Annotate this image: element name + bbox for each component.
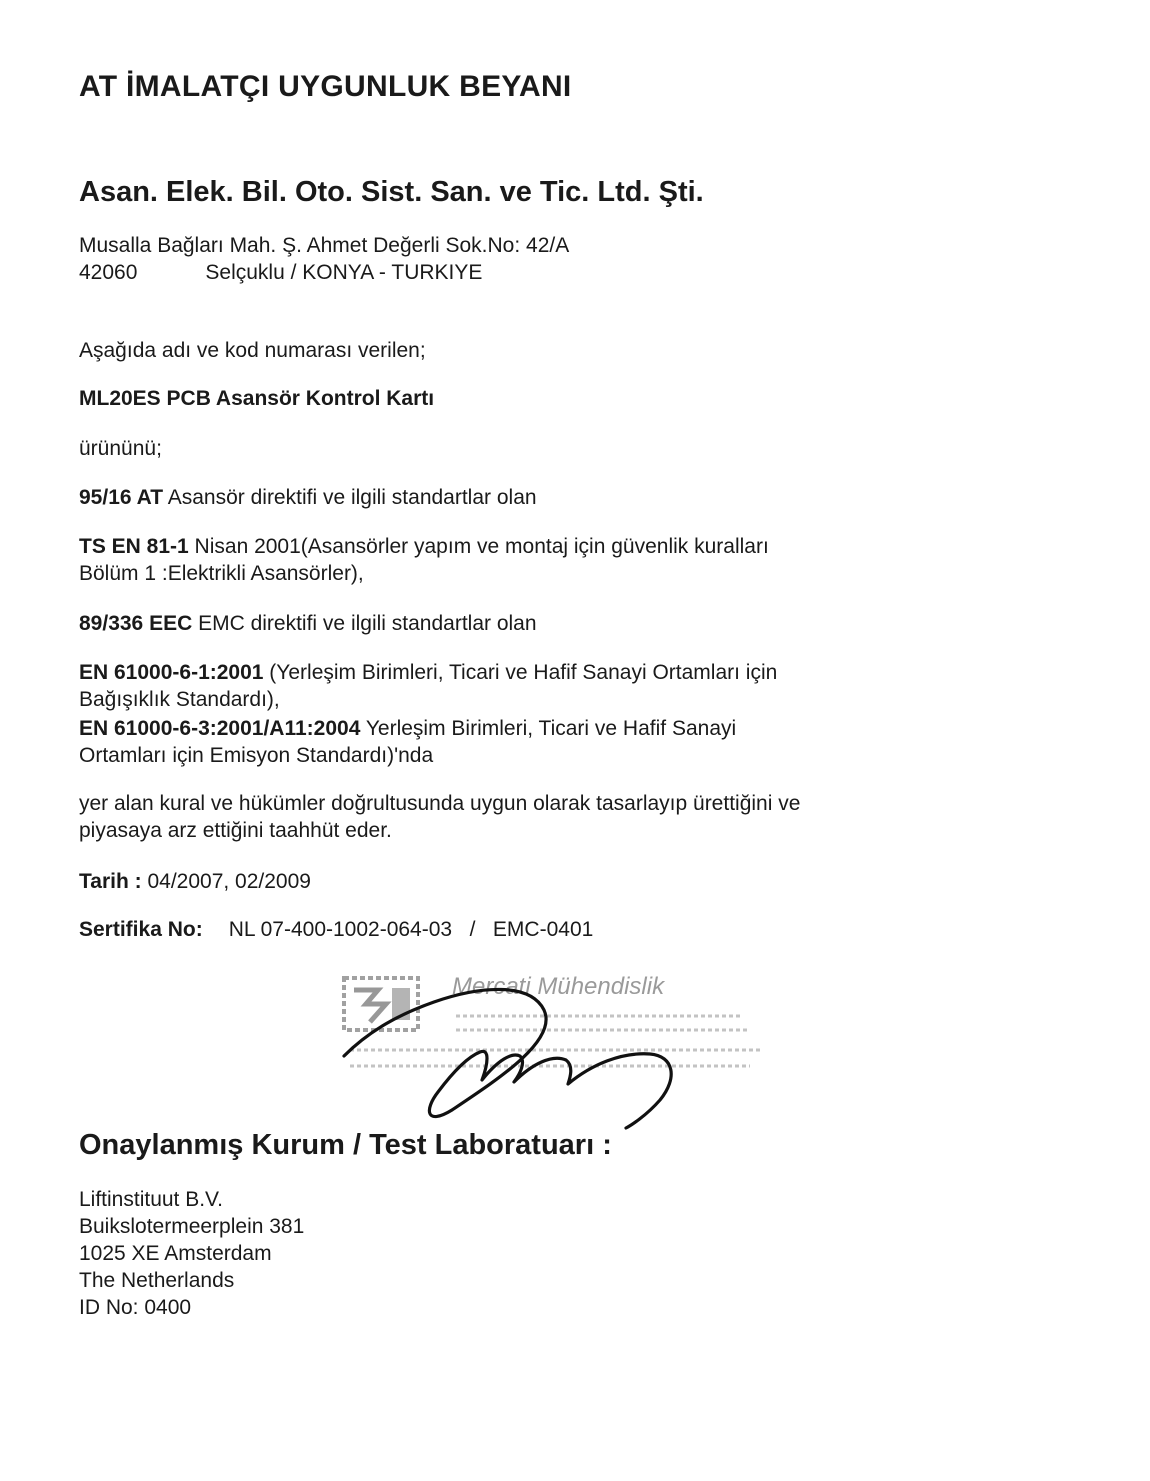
lab-id: ID No: 0400: [79, 1296, 192, 1319]
standard-text-cont: Ortamları için Emisyon Standardı)'nda: [79, 744, 434, 767]
closing-line1: yer alan kural ve hükümler doğrultusunda uygun olarak tasarlayıp ürettiğini ve: [79, 792, 801, 815]
intro-text: Aşağıda adı ve kod numarası verilen;: [79, 339, 426, 362]
standard-code: TS EN 81-1: [79, 535, 189, 558]
directive-text: EMC direktifi ve ilgili standartlar olan: [192, 612, 537, 635]
certificate-value: NL 07-400-1002-064-03 / EMC-0401: [228, 918, 594, 941]
product-suffix: ürününü;: [79, 437, 162, 460]
lab-name: Liftinstituut B.V.: [79, 1188, 223, 1211]
lab-city: 1025 XE Amsterdam: [79, 1242, 272, 1265]
company-name: Asan. Elek. Bil. Oto. Sist. San. ve Tic. Ltd. Şti.: [79, 176, 704, 208]
company-address-line1: Musalla Bağları Mah. Ş. Ahmet Değerli Sok.No: 42/A: [79, 234, 570, 257]
standard-text: (Yerleşim Birimleri, Ticari ve Hafif Sanayi Ortamları için: [263, 661, 778, 684]
certificate-label: Sertifika No:: [79, 918, 203, 941]
standard-en-61000-6-3: [79, 715, 736, 769]
product-name: ML20ES PCB Asansör Kontrol Kartı: [79, 387, 435, 410]
standard-ts-en-81-1: [79, 533, 769, 587]
stamp-logo-icon: [344, 978, 418, 1030]
standard-text: Yerleşim Birimleri, Ticari ve Hafif Sanayi: [360, 717, 737, 740]
standard-en-61000-6-1: [79, 659, 777, 713]
lab-street: Buikslotermeerplein 381: [79, 1215, 305, 1238]
closing-line2: piyasaya arz ettiğini taahhüt eder.: [79, 819, 392, 842]
document-title: AT İMALATÇI UYGUNLUK BEYANI: [79, 70, 572, 103]
closing-statement: [79, 790, 800, 844]
stamp-text: Mercati Mühendislik: [452, 973, 665, 1000]
date-label: Tarih :: [79, 870, 142, 893]
lab-address: [79, 1186, 304, 1321]
company-address-line2: [79, 259, 482, 286]
directive-code: 95/16 AT: [79, 486, 164, 509]
directive-89-336: [79, 610, 537, 637]
directive-text: Asansör direktifi ve ilgili standartlar olan: [163, 486, 537, 509]
date-value: 04/2007, 02/2009: [141, 870, 311, 893]
standard-code: EN 61000-6-3:2001/A11:2004: [79, 717, 361, 740]
signature-stamp: [330, 960, 780, 1130]
standard-text-cont: Bağışıklık Standardı),: [79, 688, 280, 711]
directive-code: 89/336 EEC: [79, 612, 193, 635]
city: Selçuklu / KONYA - TURKIYE: [205, 261, 483, 284]
postal-code: 42060: [79, 261, 138, 284]
directive-95-16: [79, 484, 537, 511]
lab-heading: Onaylanmış Kurum / Test Laboratuarı :: [79, 1129, 612, 1161]
standard-text-cont: Bölüm 1 :Elektrikli Asansörler),: [79, 562, 364, 585]
standard-code: EN 61000-6-1:2001: [79, 661, 264, 684]
standard-text: Nisan 2001(Asansörler yapım ve montaj için güvenlik kuralları: [188, 535, 769, 558]
lab-country: The Netherlands: [79, 1269, 235, 1292]
date-line: [79, 868, 311, 895]
certificate-line: [79, 916, 593, 943]
